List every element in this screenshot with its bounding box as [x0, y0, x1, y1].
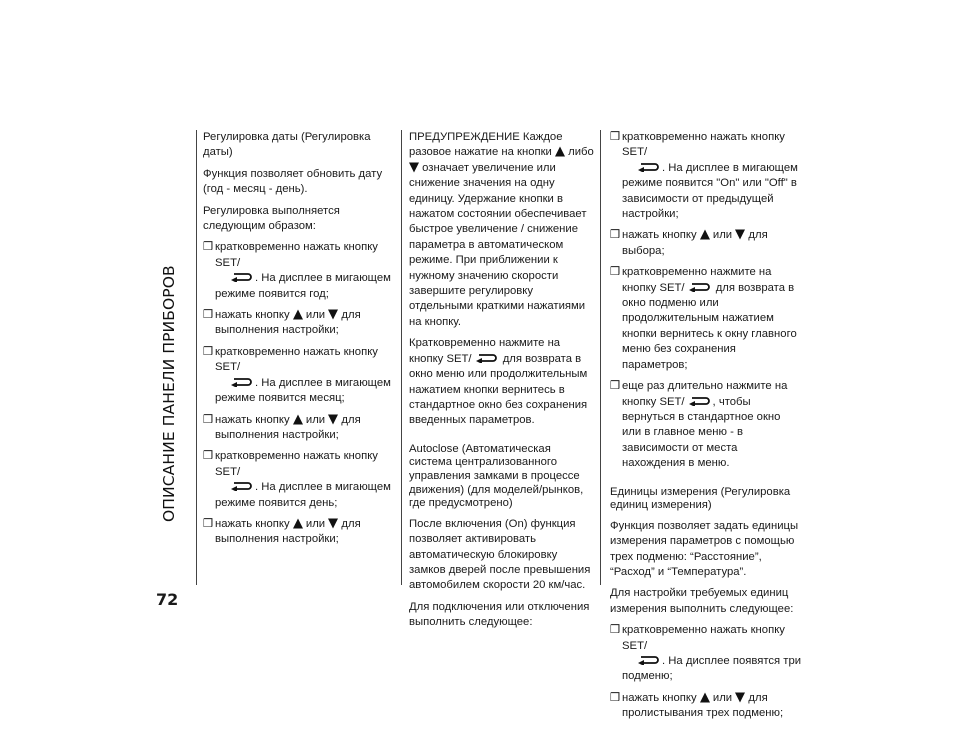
- list-item: ❒ нажать кнопку или для пролистывания трех подменю;: [610, 691, 802, 722]
- triangle-up-icon: [293, 414, 303, 425]
- list-item: ❒ кратковременно нажать кнопку SET/ . На дисплее в мигающем режиме появится месяц;: [203, 345, 395, 407]
- paragraph: Для настройки требуемых единиц измерения выполнить следующее:: [610, 587, 794, 615]
- triangle-down-icon: [328, 309, 338, 320]
- return-arrow-icon: [230, 272, 252, 282]
- triangle-up-icon: [700, 692, 710, 703]
- list-item: ❒ нажать кнопку или для выполнения настройки;: [203, 308, 395, 339]
- page-number: 72: [156, 590, 179, 609]
- list-item: ❒ кратковременно нажать кнопку SET/ . На дисплее в мигающем режиме появится год;: [203, 240, 395, 302]
- column-divider: [600, 130, 601, 585]
- column-divider: [401, 130, 402, 585]
- column-divider: [196, 130, 197, 585]
- triangle-down-icon: [328, 414, 338, 425]
- checkbox-bullet-icon: ❒: [203, 309, 214, 322]
- list-item: ❒ кратковременно нажать кнопку SET/ . На дисплее появятся три подменю;: [610, 623, 802, 685]
- checkbox-bullet-icon: ❒: [203, 413, 214, 426]
- list-item: ❒ нажать кнопку или для выполнения настройки;: [203, 413, 395, 444]
- heading-date: Регулировка даты (Регулировка даты): [203, 131, 371, 159]
- checkbox-bullet-icon: ❒: [610, 229, 621, 242]
- list-item: ❒ кратковременно нажать кнопку SET/ . На дисплее в мигающем режиме появится день;: [203, 449, 395, 511]
- checkbox-bullet-icon: ❒: [610, 131, 621, 143]
- list-item: ❒ еще раз длительно нажмите на кнопку SET/ , чтобы вернуться в стандартное окно или в главное меню - в зависимости от места нахождения в меню.: [610, 379, 802, 471]
- triangle-down-icon: [409, 162, 419, 173]
- column-3: [610, 130, 802, 728]
- checkbox-bullet-icon: ❒: [610, 691, 621, 704]
- checkbox-bullet-icon: ❒: [203, 345, 214, 358]
- checkbox-bullet-icon: ❒: [203, 241, 214, 254]
- return-arrow-icon: [230, 481, 252, 491]
- paragraph: Регулировка выполняется следующим образом:: [203, 204, 340, 233]
- column-1: [203, 130, 395, 554]
- warning-paragraph: ПРЕДУПРЕЖДЕНИЕ Каждое разовое нажатие на кнопки либо означает увеличение или снижение значения на одну единицу. Удержание кнопки в нажатом состоянии обеспечивает быстрое увеличение / снижение параметра в автоматическом режиме. При приближении к нужному значению скорости завершите регулировку отдельными краткими нажатиями на кнопку.: [409, 131, 594, 328]
- return-arrow-icon: [230, 377, 252, 387]
- return-arrow-icon: [688, 282, 710, 292]
- section-title: [156, 130, 186, 580]
- list-item: ❒ кратковременно нажать кнопку SET/ . На дисплее в мигающем режиме появится "On" или "Off" в зависимости от предыдущей настройки;: [610, 130, 802, 222]
- paragraph: Функция позволяет обновить дату (год - месяц - день).: [203, 167, 383, 196]
- checkbox-bullet-icon: ❒: [610, 266, 621, 279]
- checkbox-bullet-icon: ❒: [203, 450, 214, 463]
- heading-autoclose: Autoclose (Автоматическая система централизованного управления замками в процессе движения) (для моделей/рынков, где предусмотрено): [409, 442, 584, 510]
- checkbox-bullet-icon: ❒: [203, 517, 214, 530]
- column-2: [409, 130, 595, 637]
- list-item: ❒ нажать кнопку или для выполнения настройки;: [203, 517, 395, 548]
- heading-units: Единицы измерения (Регулировка единиц измерения): [610, 485, 791, 512]
- list-item: ❒ нажать кнопку или для выбора;: [610, 228, 802, 259]
- checkbox-bullet-icon: ❒: [610, 624, 621, 637]
- paragraph: Кратковременно нажмите на кнопку SET/ для возврата в окно меню или продолжительным нажатием кнопки вернитесь в стандартное окно без сохранения введенных параметров.: [409, 337, 588, 427]
- triangle-down-icon: [735, 692, 745, 703]
- triangle-up-icon: [555, 146, 565, 157]
- list-item: ❒ кратковременно нажмите на кнопку SET/ для возврата в окно подменю или продолжительным нажатием кнопки вернитесь к окну главного меню без сохранения параметров;: [610, 265, 802, 373]
- triangle-down-icon: [328, 518, 338, 529]
- return-arrow-icon: [688, 396, 710, 406]
- section-title-text: ОПИСАНИЕ ПАНЕЛИ ПРИБОРОВ: [160, 265, 178, 522]
- return-arrow-icon: [637, 162, 659, 172]
- triangle-down-icon: [735, 229, 745, 240]
- paragraph: Для подключения или отключения выполнить следующее:: [409, 600, 590, 629]
- triangle-up-icon: [700, 229, 710, 240]
- paragraph: После включения (On) функция позволяет активировать автоматическую блокировку замков дверей после превышения автомобилем скорости 20 км/час.: [409, 517, 591, 592]
- triangle-up-icon: [293, 518, 303, 529]
- paragraph: Функция позволяет задать единицы измерения параметров с помощью трех подменю: “Расстояние”, “Расход” и “Температура”.: [610, 519, 799, 578]
- return-arrow-icon: [637, 655, 659, 665]
- return-arrow-icon: [475, 353, 497, 363]
- triangle-up-icon: [293, 309, 303, 320]
- checkbox-bullet-icon: ❒: [610, 380, 621, 393]
